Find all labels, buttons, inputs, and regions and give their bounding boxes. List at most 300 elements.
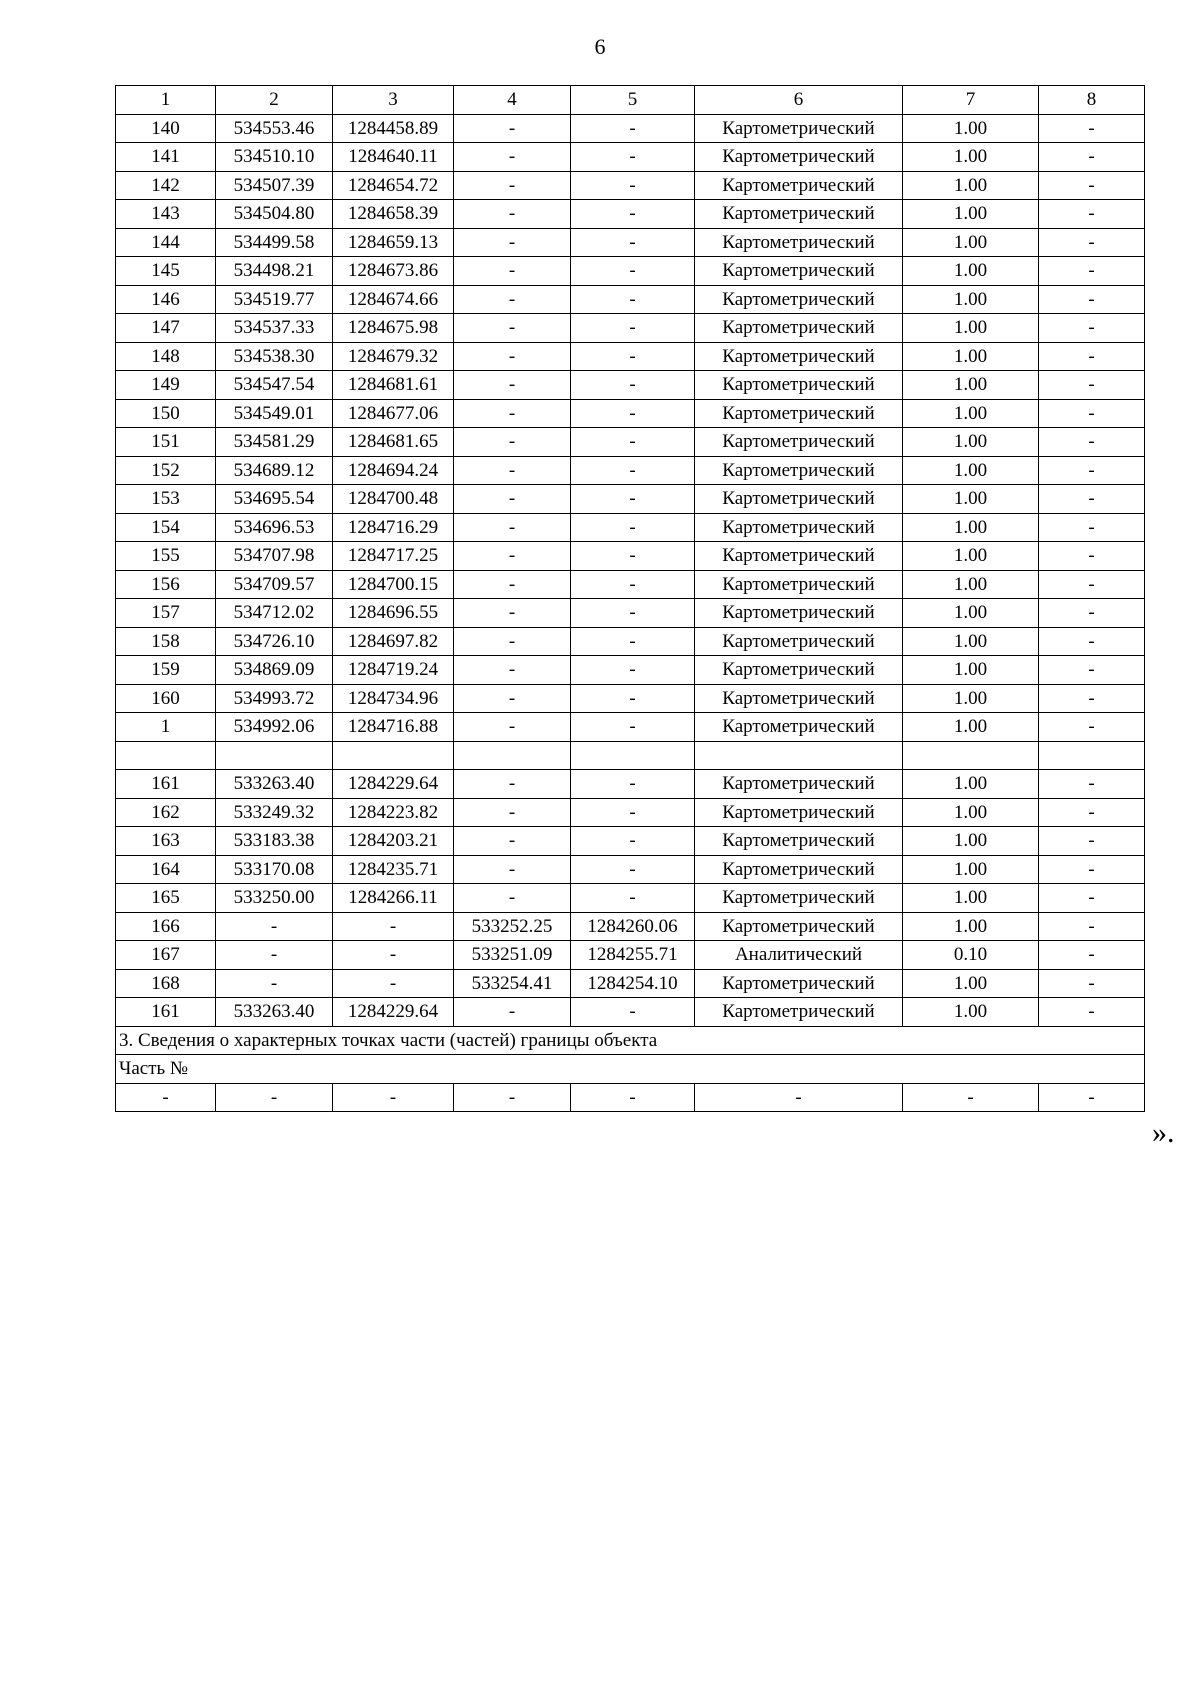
table-cell: - [454, 285, 571, 314]
table-cell: - [571, 599, 695, 628]
table-cell: Картометрический [695, 257, 903, 286]
table-cell: 157 [116, 599, 216, 628]
table-cell: 1.00 [903, 228, 1039, 257]
table-cell: - [454, 656, 571, 685]
table-cell: - [571, 171, 695, 200]
table-cell: 534519.77 [216, 285, 333, 314]
table-cell: - [1039, 627, 1145, 656]
table-cell: Картометрический [695, 171, 903, 200]
table-cell: - [571, 770, 695, 799]
table-cell: - [454, 570, 571, 599]
table-cell: 1.00 [903, 371, 1039, 400]
table-cell: - [695, 1083, 903, 1112]
table-cell: 144 [116, 228, 216, 257]
table-cell: - [1039, 143, 1145, 172]
table-cell: 1.00 [903, 143, 1039, 172]
table-cell: 165 [116, 884, 216, 913]
table-cell: - [1039, 257, 1145, 286]
table-row [116, 570, 1145, 599]
table-cell: 1284700.15 [333, 570, 454, 599]
table-row [116, 713, 1145, 742]
table-cell: 534993.72 [216, 684, 333, 713]
table-cell: 1284734.96 [333, 684, 454, 713]
table-cell: - [1039, 912, 1145, 941]
table-cell: 150 [116, 399, 216, 428]
table-cell: - [571, 656, 695, 685]
table-cell: 164 [116, 855, 216, 884]
table-cell: - [571, 513, 695, 542]
table-cell: 534537.33 [216, 314, 333, 343]
table-cell: 1 [116, 713, 216, 742]
table-row [116, 1083, 1145, 1112]
table-cell: Картометрический [695, 371, 903, 400]
table-cell: 1.00 [903, 713, 1039, 742]
table-row [116, 855, 1145, 884]
table-cell: - [1039, 371, 1145, 400]
table-cell: 1284681.65 [333, 428, 454, 457]
table-cell: Картометрический [695, 884, 903, 913]
table-cell: - [1039, 570, 1145, 599]
table-cell: 1284673.86 [333, 257, 454, 286]
table-cell: 534712.02 [216, 599, 333, 628]
table-cell: 1.00 [903, 656, 1039, 685]
table-cell: 534709.57 [216, 570, 333, 599]
section-title-row [116, 1026, 1145, 1055]
table-cell: - [454, 456, 571, 485]
table-cell: - [903, 1083, 1039, 1112]
table-cell: - [1039, 713, 1145, 742]
table-cell: - [571, 713, 695, 742]
table-cell: 1284229.64 [333, 770, 454, 799]
table-cell: - [216, 1083, 333, 1112]
table-cell: 1.00 [903, 599, 1039, 628]
table-cell [216, 741, 333, 770]
table-cell: - [1039, 456, 1145, 485]
table-cell: - [1039, 542, 1145, 571]
table-cell: 534696.53 [216, 513, 333, 542]
table-cell: 5 [571, 86, 695, 115]
table-cell: Картометрический [695, 827, 903, 856]
table-cell: 158 [116, 627, 216, 656]
table-cell: 156 [116, 570, 216, 599]
header-row [116, 86, 1145, 115]
table-cell: Картометрический [695, 285, 903, 314]
table-row [116, 827, 1145, 856]
table-cell: 153 [116, 485, 216, 514]
table-cell: Картометрический [695, 855, 903, 884]
table-cell: - [571, 542, 695, 571]
table-cell: 1284677.06 [333, 399, 454, 428]
table-cell: 1.00 [903, 627, 1039, 656]
table-row [116, 599, 1145, 628]
table-cell: Картометрический [695, 200, 903, 229]
table-row [116, 314, 1145, 343]
closing-quote-mark: ». [1152, 1116, 1175, 1149]
table-cell: - [454, 884, 571, 913]
table-cell [903, 741, 1039, 770]
table-cell: - [571, 1083, 695, 1112]
table-cell: - [454, 114, 571, 143]
table-cell: Картометрический [695, 599, 903, 628]
table-row [116, 143, 1145, 172]
table-cell: - [454, 314, 571, 343]
table-cell: 1.00 [903, 912, 1039, 941]
table-cell: 533251.09 [454, 941, 571, 970]
table-cell: 145 [116, 257, 216, 286]
table-row [116, 998, 1145, 1027]
table-cell: - [1039, 884, 1145, 913]
table-cell: 1284719.24 [333, 656, 454, 685]
table-cell: 1.00 [903, 399, 1039, 428]
table-cell: Картометрический [695, 513, 903, 542]
table-cell: - [1039, 399, 1145, 428]
table-row [116, 485, 1145, 514]
table-cell: - [571, 143, 695, 172]
table-cell: 533263.40 [216, 770, 333, 799]
table-cell: - [1039, 314, 1145, 343]
table-cell: - [1039, 228, 1145, 257]
table-cell: Картометрический [695, 342, 903, 371]
table-cell: 534553.46 [216, 114, 333, 143]
table-cell: - [1039, 770, 1145, 799]
table-cell: - [1039, 171, 1145, 200]
table-cell: - [571, 998, 695, 1027]
table-cell: 166 [116, 912, 216, 941]
table-row [116, 428, 1145, 457]
table-cell: - [571, 884, 695, 913]
table-cell: 1.00 [903, 770, 1039, 799]
table-cell: - [571, 428, 695, 457]
table-cell: 1284674.66 [333, 285, 454, 314]
table-cell [695, 741, 903, 770]
table-row [116, 941, 1145, 970]
table-row [116, 257, 1145, 286]
table-cell: - [116, 1083, 216, 1112]
table-cell: 1284235.71 [333, 855, 454, 884]
table-cell: 163 [116, 827, 216, 856]
table-row [116, 798, 1145, 827]
table-cell: 534992.06 [216, 713, 333, 742]
table-cell: 533250.00 [216, 884, 333, 913]
table-cell: 1.00 [903, 827, 1039, 856]
table-row [116, 114, 1145, 143]
table-cell: - [1039, 285, 1145, 314]
table-row [116, 371, 1145, 400]
table-cell: - [1039, 428, 1145, 457]
table-cell: 1.00 [903, 542, 1039, 571]
table-cell: - [571, 827, 695, 856]
table-cell: Аналитический [695, 941, 903, 970]
table-cell: - [454, 827, 571, 856]
table-cell: 1.00 [903, 969, 1039, 998]
part-label-row [116, 1055, 1145, 1084]
table-cell: 1.00 [903, 314, 1039, 343]
table-cell: Картометрический [695, 656, 903, 685]
table-cell: 1.00 [903, 884, 1039, 913]
table-cell: - [1039, 485, 1145, 514]
table-cell: 0.10 [903, 941, 1039, 970]
table-cell: 1284654.72 [333, 171, 454, 200]
table-cell: 6 [695, 86, 903, 115]
table-cell: - [571, 200, 695, 229]
table-cell: - [216, 941, 333, 970]
table-cell: 1.00 [903, 257, 1039, 286]
table-cell: 1.00 [903, 171, 1039, 200]
table-cell [116, 741, 216, 770]
table-cell: 534547.54 [216, 371, 333, 400]
table-cell: 1.00 [903, 570, 1039, 599]
table-cell: - [333, 969, 454, 998]
table-cell: 533263.40 [216, 998, 333, 1027]
table-cell: 1284255.71 [571, 941, 695, 970]
table-cell: 1284229.64 [333, 998, 454, 1027]
table-cell: 1.00 [903, 855, 1039, 884]
table-cell: Картометрический [695, 798, 903, 827]
table-cell: 155 [116, 542, 216, 571]
table-cell: 7 [903, 86, 1039, 115]
table-cell: - [571, 114, 695, 143]
table-cell: 533249.32 [216, 798, 333, 827]
table-cell: Картометрический [695, 969, 903, 998]
table-cell: 1284697.82 [333, 627, 454, 656]
table-cell: - [571, 485, 695, 514]
table-cell: 161 [116, 770, 216, 799]
table-cell: - [1039, 342, 1145, 371]
table-cell: Картометрический [695, 627, 903, 656]
table-cell: 1.00 [903, 428, 1039, 457]
table-cell: 1.00 [903, 285, 1039, 314]
table-cell: - [571, 399, 695, 428]
table-cell: 4 [454, 86, 571, 115]
table-cell: 154 [116, 513, 216, 542]
table-cell: Картометрический [695, 684, 903, 713]
table-cell: Картометрический [695, 456, 903, 485]
table-cell: 534510.10 [216, 143, 333, 172]
table-cell: Картометрический [695, 399, 903, 428]
table-cell: 1284254.10 [571, 969, 695, 998]
table-cell: 1.00 [903, 513, 1039, 542]
table-cell: - [454, 855, 571, 884]
table-cell: - [1039, 1083, 1145, 1112]
table-cell: Картометрический [695, 912, 903, 941]
table-cell: 1284640.11 [333, 143, 454, 172]
table-cell: - [571, 228, 695, 257]
table-cell: - [571, 314, 695, 343]
table-cell [1039, 741, 1145, 770]
table-cell: - [1039, 998, 1145, 1027]
table-cell: 161 [116, 998, 216, 1027]
table-row [116, 200, 1145, 229]
table-cell: - [571, 371, 695, 400]
table-cell: 1.00 [903, 684, 1039, 713]
table-cell: 534726.10 [216, 627, 333, 656]
table-row [116, 542, 1145, 571]
table-cell: - [454, 713, 571, 742]
table-cell: 142 [116, 171, 216, 200]
table-cell: - [1039, 941, 1145, 970]
table-cell: 8 [1039, 86, 1145, 115]
table-cell: 148 [116, 342, 216, 371]
table-cell: 168 [116, 969, 216, 998]
table-cell: 141 [116, 143, 216, 172]
table-cell: Картометрический [695, 998, 903, 1027]
table-cell: - [454, 399, 571, 428]
table-cell: 3 [333, 86, 454, 115]
table-cell: - [333, 1083, 454, 1112]
table-body [116, 86, 1145, 1112]
table-cell: 149 [116, 371, 216, 400]
table-cell: - [1039, 200, 1145, 229]
table-cell: - [454, 342, 571, 371]
table-row [116, 171, 1145, 200]
table-cell: - [454, 627, 571, 656]
table-cell: 534707.98 [216, 542, 333, 571]
table-cell: 1.00 [903, 114, 1039, 143]
table-row [116, 912, 1145, 941]
table-cell: 1284716.29 [333, 513, 454, 542]
table-cell: 1284659.13 [333, 228, 454, 257]
table-row [116, 969, 1145, 998]
table-cell: Картометрический [695, 770, 903, 799]
table-cell: 534504.80 [216, 200, 333, 229]
table-cell: 1284260.06 [571, 912, 695, 941]
table-cell: Картометрический [695, 570, 903, 599]
table-cell: - [1039, 656, 1145, 685]
table-cell: 1284658.39 [333, 200, 454, 229]
table-row [116, 342, 1145, 371]
table-cell: 534499.58 [216, 228, 333, 257]
table-cell: - [454, 513, 571, 542]
table-cell: 162 [116, 798, 216, 827]
table-cell: - [454, 200, 571, 229]
table-cell: - [333, 912, 454, 941]
section-title-row-text: 3. Сведения о характерных точках части (частей) границы объекта [116, 1026, 1145, 1055]
table-cell: - [454, 371, 571, 400]
table-cell: 533252.25 [454, 912, 571, 941]
table-cell: 1284700.48 [333, 485, 454, 514]
table-cell: 533170.08 [216, 855, 333, 884]
table-cell: 534695.54 [216, 485, 333, 514]
table-cell: 534581.29 [216, 428, 333, 457]
table-cell: - [571, 570, 695, 599]
table-cell: 1.00 [903, 342, 1039, 371]
table-cell: 1.00 [903, 998, 1039, 1027]
table-cell: Картометрический [695, 713, 903, 742]
table-row [116, 656, 1145, 685]
table-cell: - [454, 770, 571, 799]
table-cell: - [454, 998, 571, 1027]
part-label-row-text: Часть № [116, 1055, 1145, 1084]
table-cell: - [454, 599, 571, 628]
table-cell: - [571, 257, 695, 286]
table-row [116, 627, 1145, 656]
table-cell: 1284717.25 [333, 542, 454, 571]
table-cell: - [1039, 855, 1145, 884]
table-cell: - [1039, 798, 1145, 827]
table-cell: 1.00 [903, 456, 1039, 485]
table-cell [333, 741, 454, 770]
table-cell: 534869.09 [216, 656, 333, 685]
table-row [116, 684, 1145, 713]
table-cell: - [571, 627, 695, 656]
table-cell: 534689.12 [216, 456, 333, 485]
table-cell: - [216, 969, 333, 998]
table-cell: - [571, 285, 695, 314]
table-cell: - [454, 143, 571, 172]
table-cell: Картометрический [695, 114, 903, 143]
table-row [116, 285, 1145, 314]
table-cell: - [571, 855, 695, 884]
table-cell: 1.00 [903, 200, 1039, 229]
table-row [116, 456, 1145, 485]
table-cell: - [571, 456, 695, 485]
table-cell: 143 [116, 200, 216, 229]
table-cell: 534498.21 [216, 257, 333, 286]
table-cell: 1284679.32 [333, 342, 454, 371]
table-cell: - [1039, 599, 1145, 628]
table-row [116, 884, 1145, 913]
table-cell: - [571, 798, 695, 827]
coordinates-table [115, 85, 1145, 1112]
table-cell: - [454, 798, 571, 827]
table-cell: 146 [116, 285, 216, 314]
table-cell: 160 [116, 684, 216, 713]
table-cell: Картометрический [695, 485, 903, 514]
table-cell: 140 [116, 114, 216, 143]
table-cell: 1284694.24 [333, 456, 454, 485]
table-cell: - [454, 1083, 571, 1112]
table-cell: - [1039, 969, 1145, 998]
table-row [116, 399, 1145, 428]
table-cell: 1284675.98 [333, 314, 454, 343]
table-cell: Картометрический [695, 428, 903, 457]
table-cell [454, 741, 571, 770]
table-cell: - [454, 542, 571, 571]
table-cell: 534507.39 [216, 171, 333, 200]
table-cell: - [333, 941, 454, 970]
table-cell: Картометрический [695, 228, 903, 257]
table-cell: 1284716.88 [333, 713, 454, 742]
table-row [116, 770, 1145, 799]
table-cell: - [454, 428, 571, 457]
table-cell: - [454, 485, 571, 514]
table-cell: 152 [116, 456, 216, 485]
table-cell: - [454, 684, 571, 713]
table-cell: - [454, 171, 571, 200]
table-cell: 1284223.82 [333, 798, 454, 827]
page-number: 6 [594, 34, 606, 59]
table-cell: 533254.41 [454, 969, 571, 998]
table-cell: - [454, 257, 571, 286]
table-cell: 533183.38 [216, 827, 333, 856]
table-cell: - [571, 684, 695, 713]
table-cell: 1 [116, 86, 216, 115]
table-cell: 147 [116, 314, 216, 343]
table-cell: Картометрический [695, 542, 903, 571]
table-cell: - [1039, 513, 1145, 542]
table-cell: Картометрический [695, 314, 903, 343]
table-cell: 1284696.55 [333, 599, 454, 628]
table-cell: 1284203.21 [333, 827, 454, 856]
table-cell: 1.00 [903, 485, 1039, 514]
table-cell: Картометрический [695, 143, 903, 172]
table-row [116, 228, 1145, 257]
table-cell: 159 [116, 656, 216, 685]
table-cell: 1284681.61 [333, 371, 454, 400]
table-cell: - [571, 342, 695, 371]
table-cell: 1284266.11 [333, 884, 454, 913]
table-row [116, 741, 1145, 770]
